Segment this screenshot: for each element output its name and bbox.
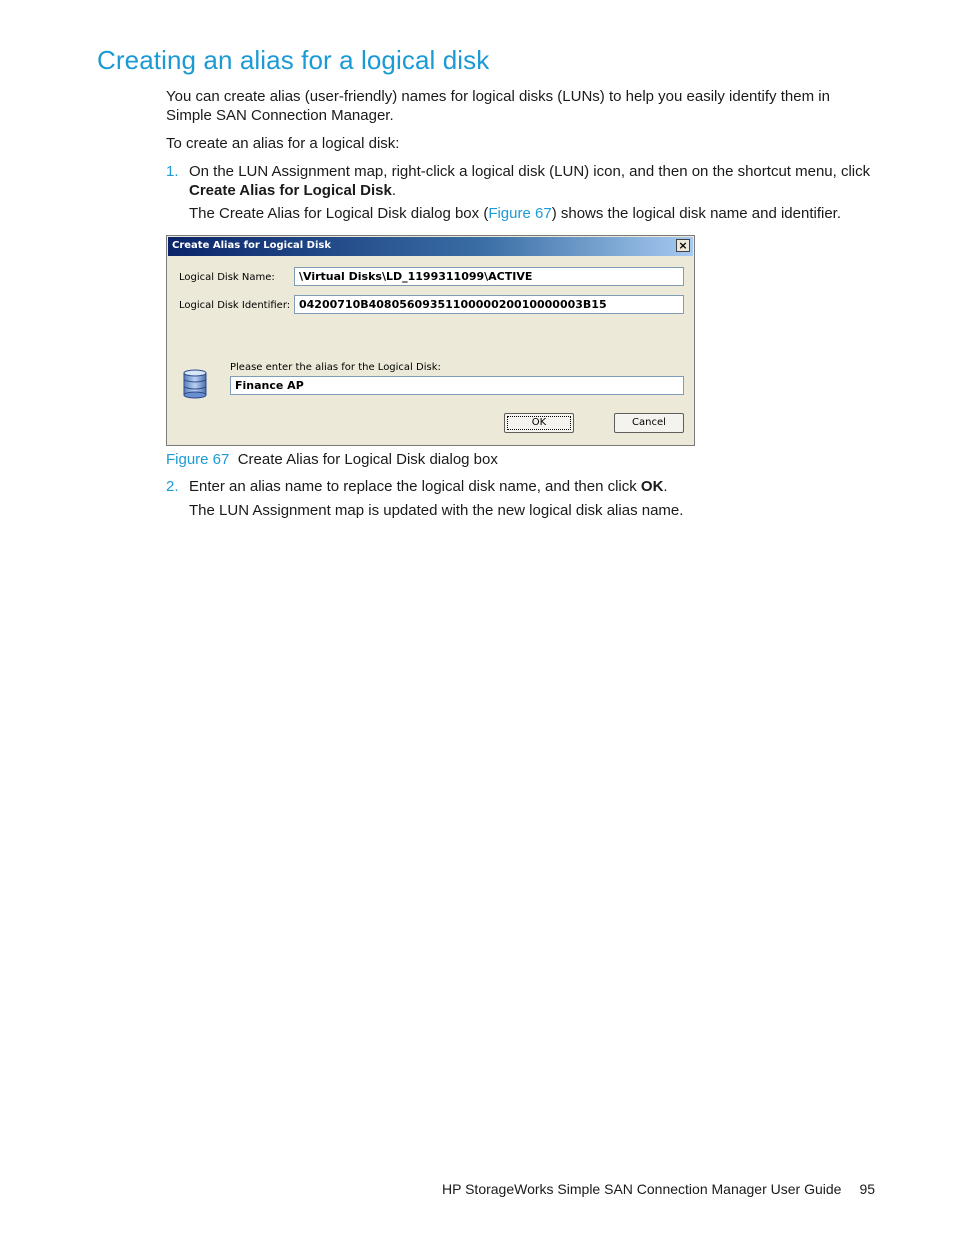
- dialog-title: Create Alias for Logical Disk: [172, 240, 331, 251]
- step-2-text-after: .: [663, 478, 668, 495]
- alias-label: Please enter the alias for the Logical Disk:: [230, 362, 441, 373]
- figure-label: Figure 67: [166, 451, 230, 468]
- step-1-note: [189, 204, 879, 223]
- figure-caption: [166, 450, 498, 469]
- step-1-note-before: The Create Alias for Logical Disk dialog box (: [189, 205, 489, 222]
- cancel-button[interactable]: Cancel: [614, 413, 684, 433]
- dialog-titlebar[interactable]: [168, 237, 693, 256]
- page-title: Creating an alias for a logical disk: [97, 45, 490, 75]
- step-2-note: The LUN Assignment map is updated with the new logical disk alias name.: [189, 502, 684, 519]
- logical-disk-name-field[interactable]: \Virtual Disks\LD_1199311099\ACTIVE: [294, 267, 684, 286]
- figure-caption-text: Create Alias for Logical Disk dialog box: [237, 451, 498, 468]
- logical-disk-identifier-field[interactable]: 04200710B4080560935110000020010000003B15: [294, 295, 684, 314]
- page-footer: [442, 1180, 875, 1198]
- lead-paragraph: To create an alias for a logical disk:: [166, 135, 400, 152]
- ok-button[interactable]: OK: [504, 413, 574, 433]
- step-2-text-before: Enter an alias name to replace the logical disk name, and then click: [189, 478, 641, 495]
- figure-67-link[interactable]: Figure 67: [488, 205, 552, 222]
- step-1-text-after: .: [391, 182, 397, 199]
- step-1-text-before: On the LUN Assignment map, right-click a logical disk (LUN) icon, and then on the shortcut menu, click: [189, 163, 871, 180]
- alias-input[interactable]: Finance AP: [230, 376, 684, 395]
- intro-paragraph: You can create alias (user-friendly) names for logical disks (LUNs) to help you easily identify them in Simple SAN Connection Manager.: [166, 88, 830, 124]
- step-1-number: 1.: [166, 163, 179, 180]
- page-number: 95: [859, 1181, 876, 1197]
- step-1-note-after: ) shows the logical disk name and identifier.: [551, 205, 842, 222]
- step-1-text: [189, 162, 879, 200]
- footer-guide-title: HP StorageWorks Simple SAN Connection Manager User Guide: [442, 1181, 842, 1197]
- step-1-bold: Create Alias for Logical Disk: [189, 182, 392, 199]
- create-alias-dialog: [166, 235, 695, 446]
- step-2-text: [189, 477, 879, 496]
- database-disk-icon: [181, 369, 209, 399]
- logical-disk-name-label: Logical Disk Name:: [179, 272, 275, 283]
- step-2-number: 2.: [166, 478, 179, 495]
- step-2-bold: OK: [640, 478, 664, 495]
- logical-disk-identifier-label: Logical Disk Identifier:: [179, 300, 291, 311]
- close-icon[interactable]: ×: [676, 239, 690, 252]
